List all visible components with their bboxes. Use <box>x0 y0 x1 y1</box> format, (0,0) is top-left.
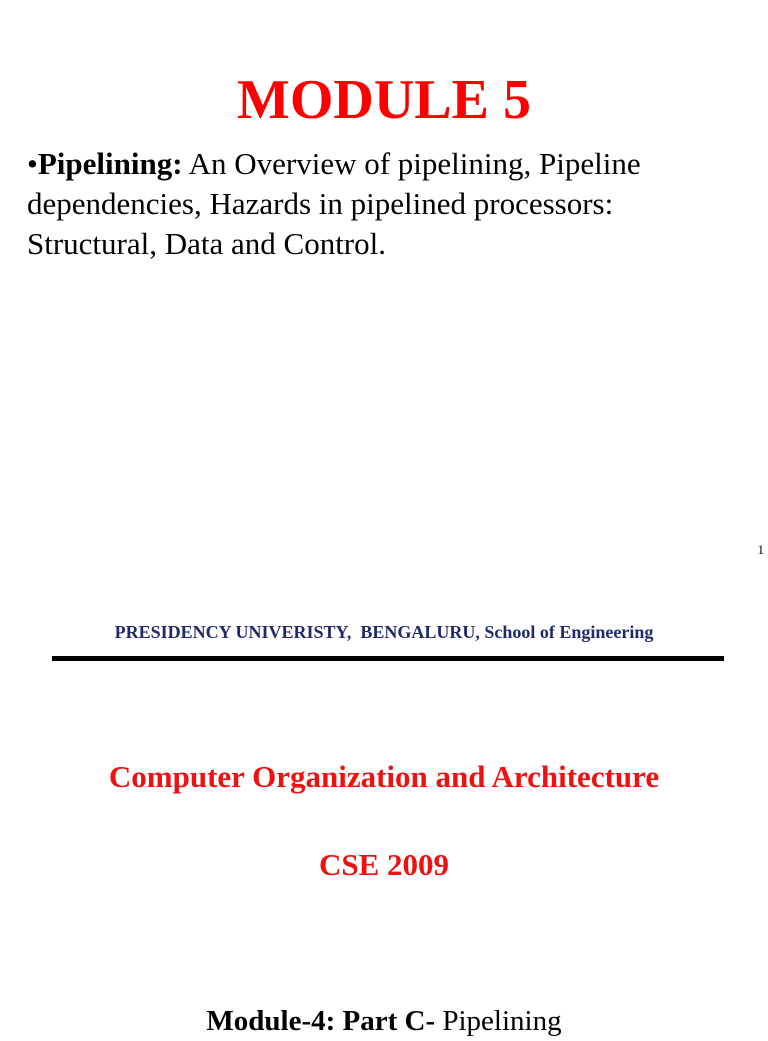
institution-name: PRESIDENCY UNIVERISTY, BENGALURU, <box>114 622 480 642</box>
module-title: MODULE 5 <box>237 69 531 131</box>
bullet-text: An Overview of pipelining, Pipeline dependencies, Hazards in pipelined processors: Structural, Data and Control. <box>27 146 641 261</box>
topic-bullet <box>27 144 747 264</box>
header-divider <box>52 656 724 661</box>
institution-school: School of Engineering <box>479 622 654 642</box>
institution-header <box>0 620 768 644</box>
module-subtitle <box>0 1001 768 1041</box>
page-number: 1 <box>757 542 764 557</box>
course-title: Computer Organization and Architecture <box>108 759 660 794</box>
module-subtitle-text: Pipelining <box>435 1005 562 1037</box>
bullet-symbol: • <box>27 146 38 181</box>
course-code: CSE 2009 <box>318 847 450 882</box>
module-subtitle-lead: Module-4: Part C- <box>206 1005 436 1037</box>
bullet-lead: Pipelining: <box>37 146 183 181</box>
